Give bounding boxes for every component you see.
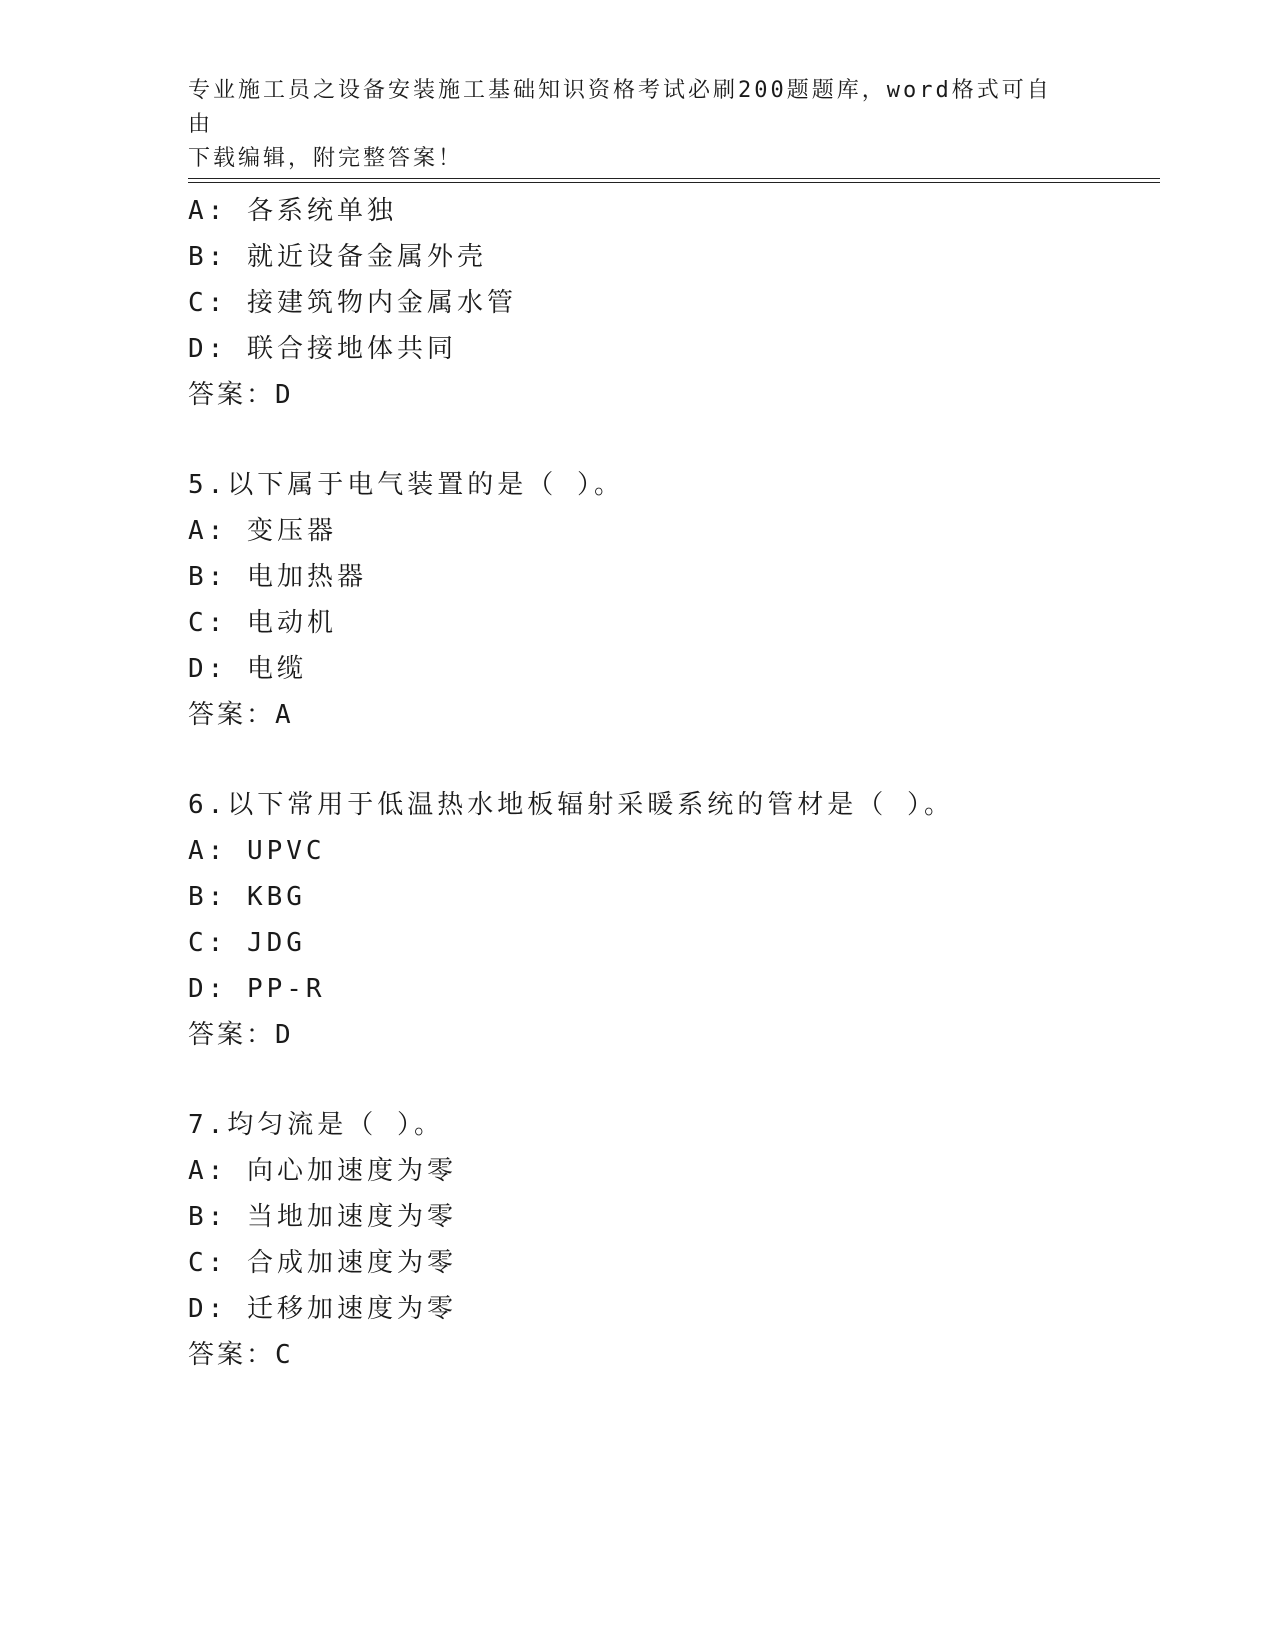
question-4-option-c: C: 接建筑物内金属水管 — [188, 288, 517, 318]
spacer — [188, 738, 1148, 782]
question-6-option-b: B: KBG — [188, 882, 306, 912]
question-4-option-b: B: 就近设备金属外壳 — [188, 242, 487, 272]
question-7-option-d: D: 迁移加速度为零 — [188, 1294, 457, 1324]
question-6-option-a: A: UPVC — [188, 836, 326, 866]
document-header — [188, 74, 1068, 176]
question-5-answer: 答案：A — [188, 700, 294, 730]
question-5-stem: 5.以下属于电气装置的是（ ）。 — [188, 470, 624, 500]
question-5-option-a: A: 变压器 — [188, 516, 337, 546]
question-6-option-c: C: JDG — [188, 928, 306, 958]
question-6-stem: 6.以下常用于低温热水地板辐射采暖系统的管材是（ ）。 — [188, 790, 954, 820]
question-7-stem: 7.均匀流是（ ）。 — [188, 1110, 444, 1140]
header-title-line-2: 下载编辑，附完整答案！ — [188, 146, 464, 171]
question-5-block — [188, 462, 1148, 738]
question-7-option-b: B: 当地加速度为零 — [188, 1202, 457, 1232]
header-double-rule — [188, 178, 1160, 183]
question-6-answer: 答案：D — [188, 1020, 294, 1050]
spacer — [188, 1058, 1148, 1102]
question-6-block — [188, 782, 1148, 1058]
question-list — [188, 188, 1148, 1378]
question-4-block — [188, 188, 1148, 418]
question-7-option-a: A: 向心加速度为零 — [188, 1156, 457, 1186]
question-7-answer: 答案：C — [188, 1340, 294, 1370]
question-5-option-b: B: 电加热器 — [188, 562, 367, 592]
question-4-option-a: A: 各系统单独 — [188, 196, 397, 226]
question-4-answer: 答案：D — [188, 380, 294, 410]
spacer — [188, 418, 1148, 462]
header-title-line-1: 专业施工员之设备安装施工基础知识资格考试必刷200题题库，word格式可自由 — [188, 78, 1052, 137]
question-7-block — [188, 1102, 1148, 1378]
question-7-option-c: C: 合成加速度为零 — [188, 1248, 457, 1278]
question-4-option-d: D: 联合接地体共同 — [188, 334, 457, 364]
question-5-option-c: C: 电动机 — [188, 608, 337, 638]
question-6-option-d: D: PP-R — [188, 974, 326, 1004]
question-5-option-d: D: 电缆 — [188, 654, 307, 684]
